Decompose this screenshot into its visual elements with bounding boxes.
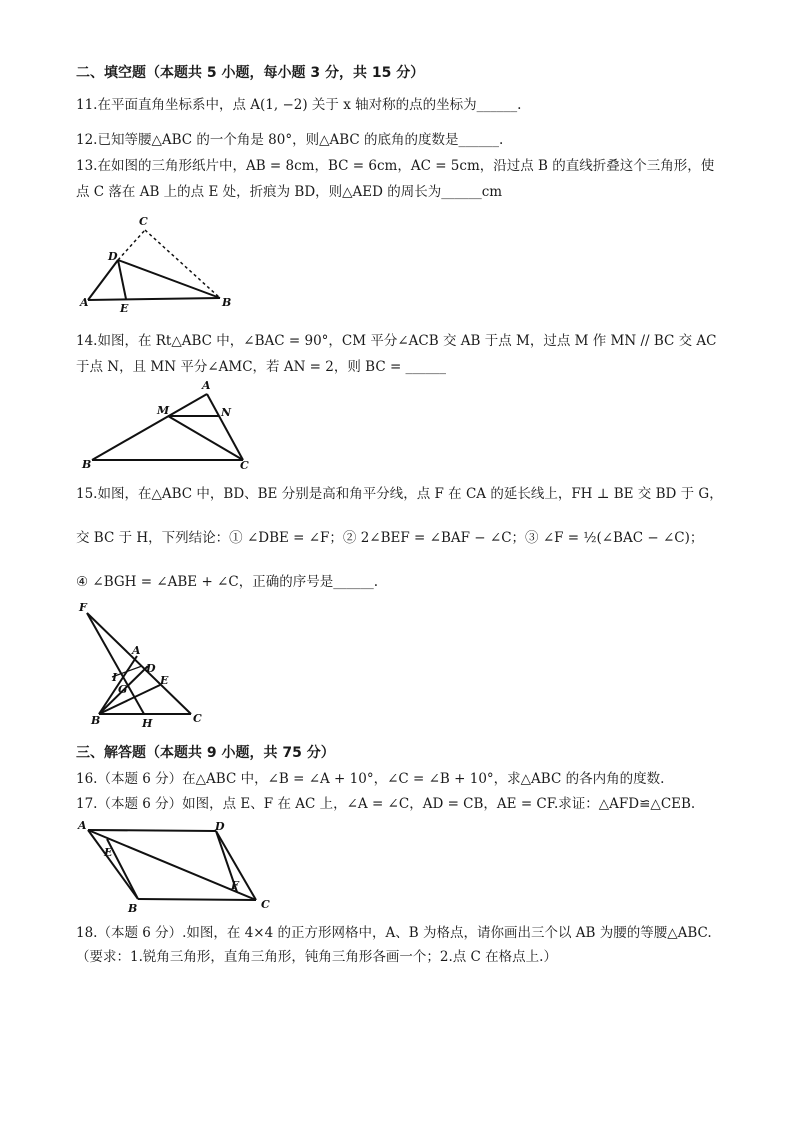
label-C: C	[193, 712, 202, 725]
label-B: B	[222, 296, 232, 309]
figure-q13-triangle	[80, 212, 240, 315]
question-14-line2: 于点 N，且 MN 平分∠AMC，若 AN = 2，则 BC = ______	[76, 359, 447, 375]
label-B: B	[91, 714, 101, 727]
label-C: C	[261, 898, 270, 911]
segment-DE	[118, 260, 126, 299]
question-13-line2: 点 C 落在 AB 上的点 E 处，折痕为 BD，则△AED 的周长为______cm	[76, 184, 503, 200]
label-M: M	[157, 404, 170, 417]
label-D: D	[215, 820, 225, 833]
label-H: H	[142, 717, 153, 730]
label-B: B	[128, 902, 138, 915]
segment-BA	[92, 394, 207, 460]
question-11: 11.在平面直角坐标系中，点 A(1, −2) 关于 x 轴对称的点的坐标为______.	[76, 97, 522, 113]
label-G: G	[118, 683, 128, 696]
question-13-line1: 13.在如图的三角形纸片中，AB = 8cm，BC = 6cm，AC = 5cm，沿过点 B 的直线折叠这个三角形，使	[76, 158, 715, 174]
question-18-line1: 18.（本题 6 分）.如图，在 4×4 的正方形网格中，A、B 为格点，请你画出三个以 AB 为腰的等腰△ABC.	[76, 925, 712, 941]
label-A: A	[202, 379, 211, 392]
label-E: E	[104, 846, 113, 859]
label-N: N	[221, 406, 232, 419]
segment-AD	[88, 830, 216, 831]
label-E: E	[160, 674, 169, 687]
question-17: 17.（本题 6 分）如图，点 E、F 在 AC 上，∠A = ∠C，AD = CB，AE = CF.求证：△AFD≌△CEB.	[76, 796, 696, 812]
question-16: 16.（本题 6 分）在△ABC 中，∠B = ∠A + 10°，∠C = ∠B + 10°，求△ABC 的各内角的度数.	[76, 771, 665, 787]
label-B: B	[82, 458, 92, 471]
segment-AD	[88, 260, 118, 300]
segment-BC	[138, 899, 256, 900]
section2-heading: 二、填空题（本题共 5 小题，每小题 3 分，共 15 分）	[76, 65, 425, 81]
label-D: D	[108, 250, 118, 263]
question-15-line2: 交 BC 于 H，下列结论：① ∠DBE = ∠F；② 2∠BEF = ∠BAF − ∠C；③ ∠F = ½(∠BAC − ∠C)；	[76, 530, 704, 546]
question-12: 12.已知等腰△ABC 的一个角是 80°，则△ABC 的底角的度数是______.	[76, 132, 504, 148]
label-F: F	[231, 879, 239, 892]
segment-DC-dashed	[118, 230, 145, 260]
question-15-line3: ④ ∠BGH = ∠ABE + ∠C，正确的序号是______.	[76, 574, 378, 590]
question-15-line1: 15.如图，在△ABC 中，BD、BE 分别是高和角平分线，点 F 在 CA 的延长线上，FH ⊥ BE 交 BD 于 G，	[76, 486, 723, 502]
label-I: I	[112, 671, 118, 684]
label-C: C	[240, 459, 249, 472]
question-18-line2: （要求：1.锐角三角形，直角三角形，钝角三角形各画一个；2.点 C 在格点上.）	[76, 949, 557, 965]
label-C: C	[139, 215, 148, 228]
label-A: A	[78, 819, 87, 832]
segment-CB-dashed	[145, 230, 220, 298]
segment-DB	[118, 260, 220, 298]
label-A: A	[80, 296, 89, 309]
label-E: E	[120, 302, 129, 315]
label-F: F	[79, 601, 87, 614]
figure-q15-triangle	[72, 603, 212, 728]
segment-FC	[87, 613, 191, 714]
label-A: A	[132, 644, 141, 657]
label-D: D	[146, 662, 156, 675]
segment-AB	[88, 298, 220, 300]
question-14-line1: 14.如图，在 Rt△ABC 中，∠BAC = 90°，CM 平分∠ACB 交 AB 于点 M，过点 M 作 MN // BC 交 AC	[76, 333, 717, 349]
figure-q14-triangle	[80, 380, 260, 470]
figure-q17-quadrilateral	[76, 819, 276, 915]
section3-heading: 三、解答题（本题共 9 小题，共 75 分）	[76, 745, 335, 761]
